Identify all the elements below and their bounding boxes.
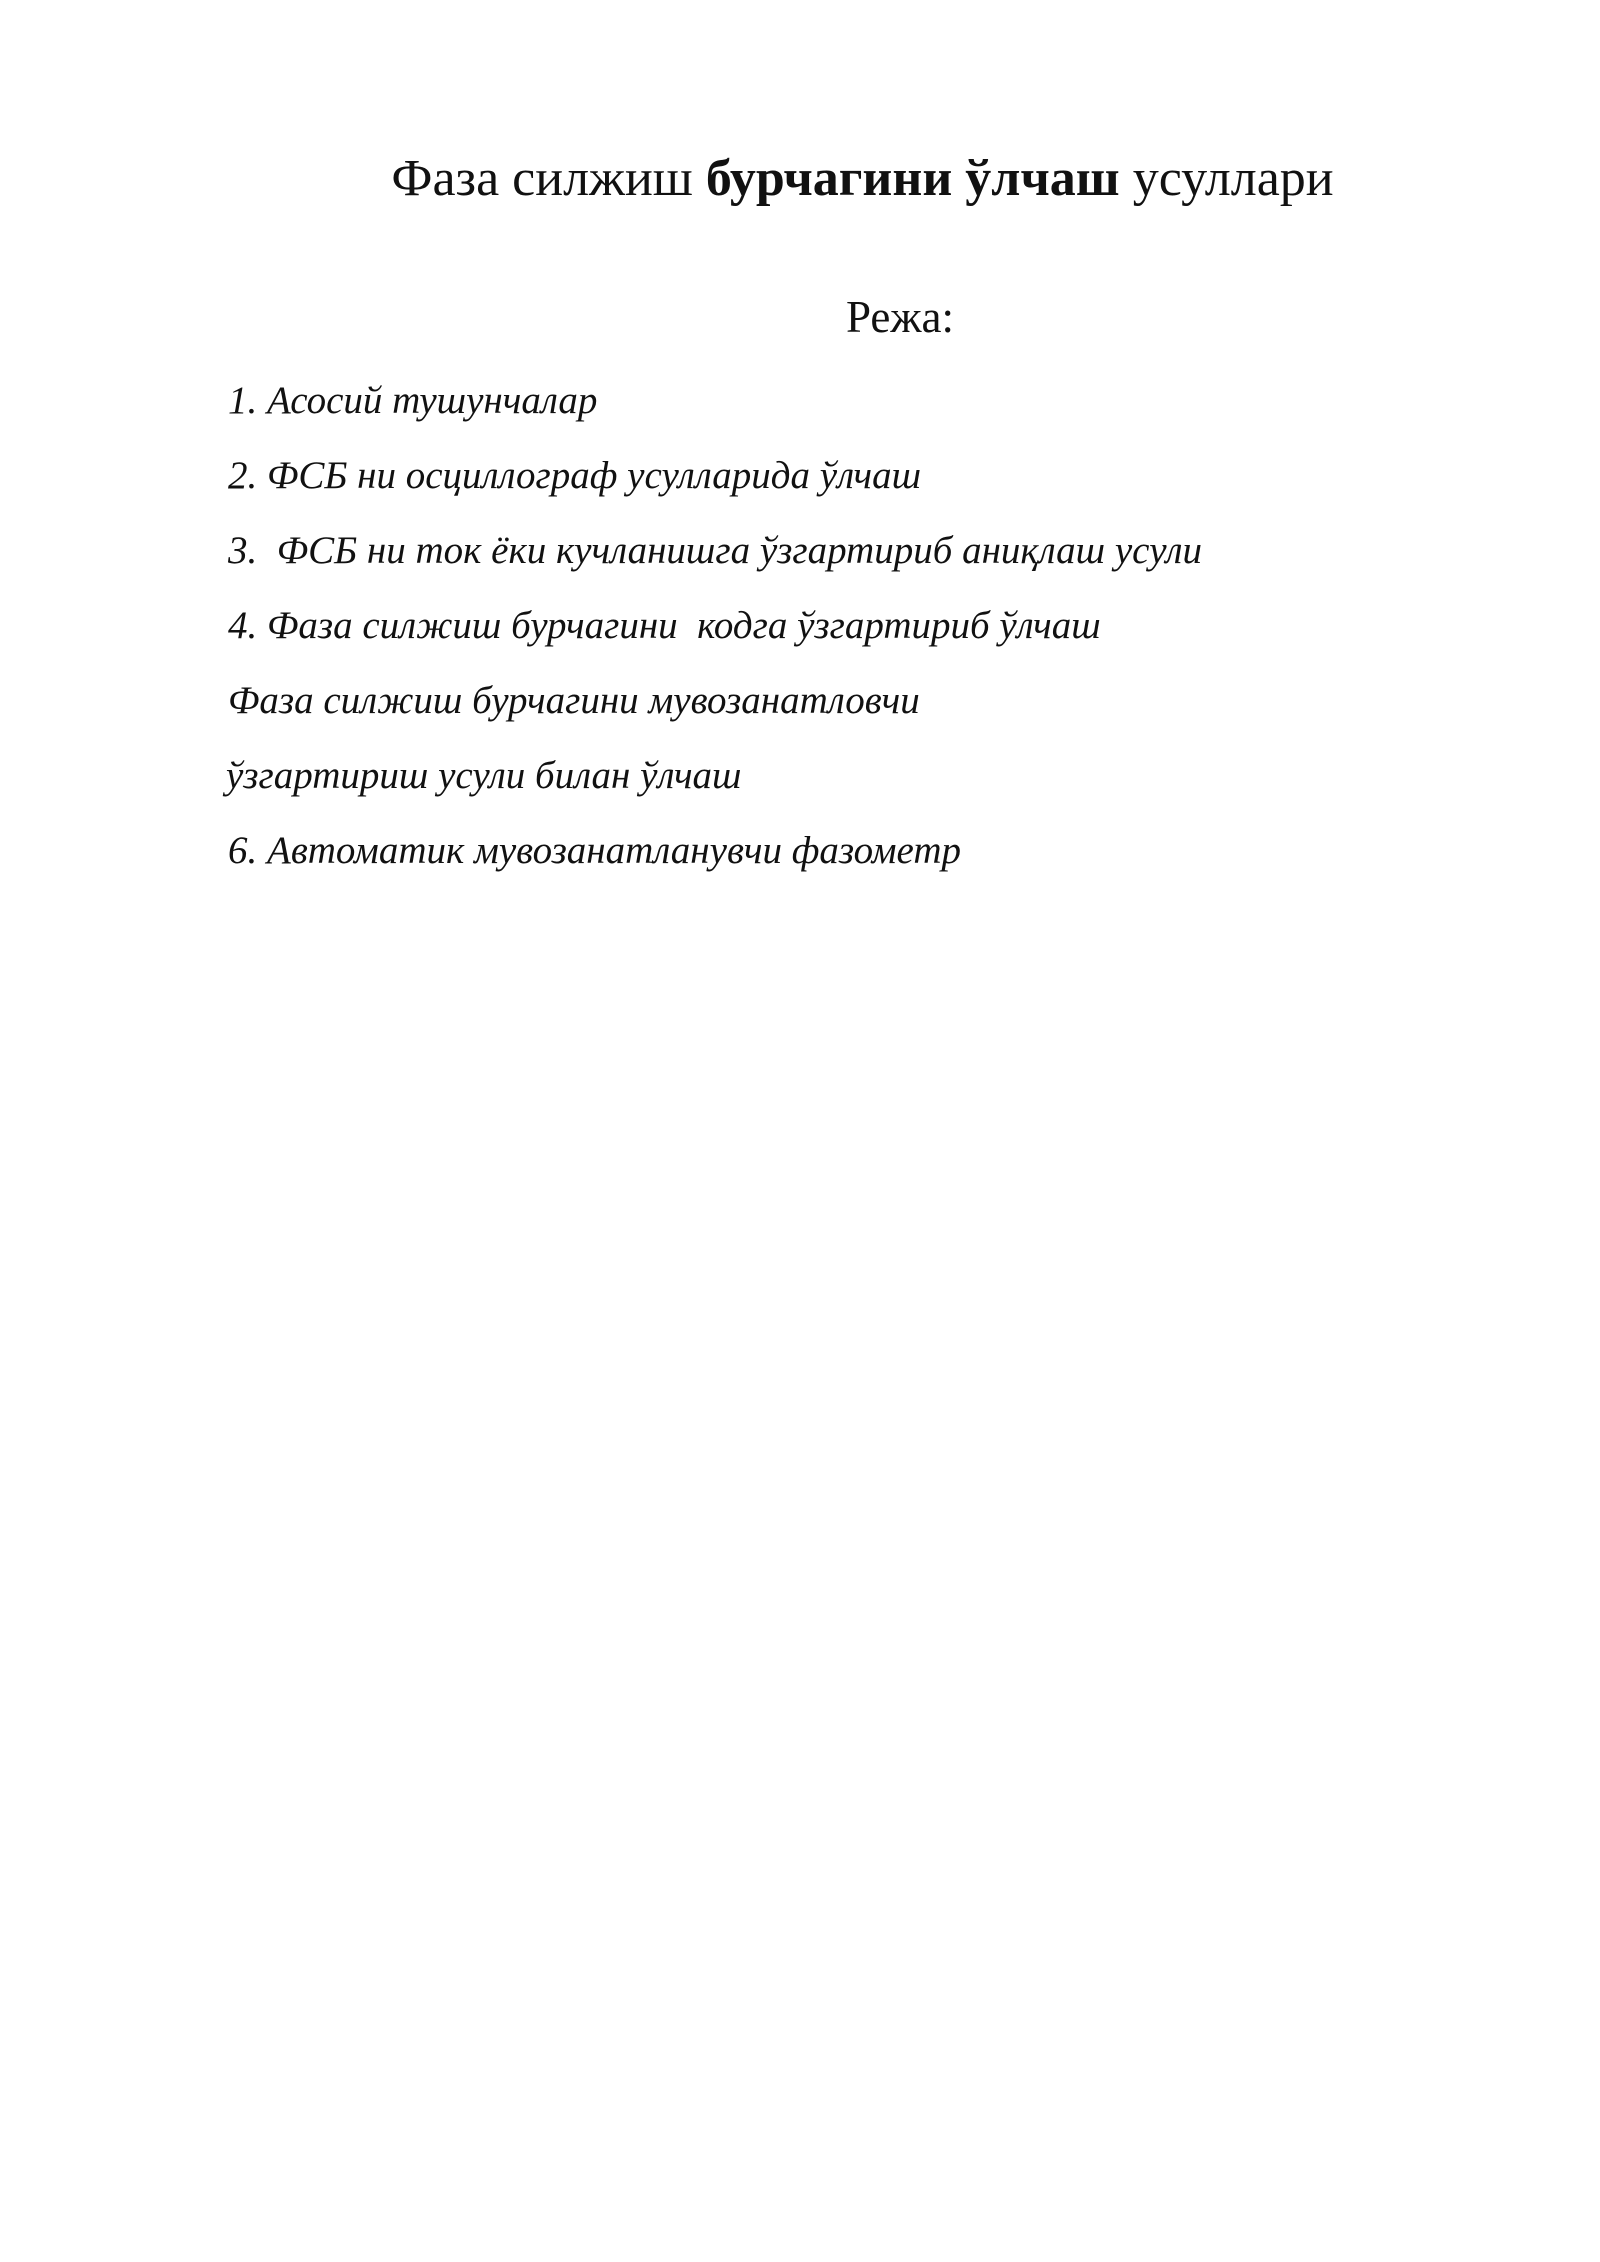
title-part-regular-2: усуллари — [1119, 150, 1334, 207]
document-title — [0, 148, 1600, 210]
plan-item-3: 3. ФСБ ни ток ёки кучланишга ўзгартириб аниқлаш усули — [228, 529, 1202, 572]
plan-item-4: 4. Фаза силжиш бурчагини кодга ўзгартириб ўлчаш — [228, 604, 1101, 647]
plan-item-5-line-1: Фаза силжиш бурчагини мувозанатловчи — [228, 679, 920, 722]
plan-item-6: 6. Автоматик мувозанатланувчи фазометр — [228, 829, 961, 872]
plan-item-1: 1. Асосий тушунчалар — [228, 379, 598, 422]
plan-heading: Режа: — [846, 292, 954, 342]
title-part-bold: бурчагини ўлчаш — [705, 150, 1120, 207]
plan-list — [228, 378, 1202, 903]
plan-item-5-line-2: ўзгартириш усули билан ўлчаш — [226, 754, 742, 797]
title-part-regular-1: Фаза силжиш — [391, 150, 706, 207]
plan-item-2: 2. ФСБ ни осциллограф усулларида ўлчаш — [228, 454, 922, 497]
